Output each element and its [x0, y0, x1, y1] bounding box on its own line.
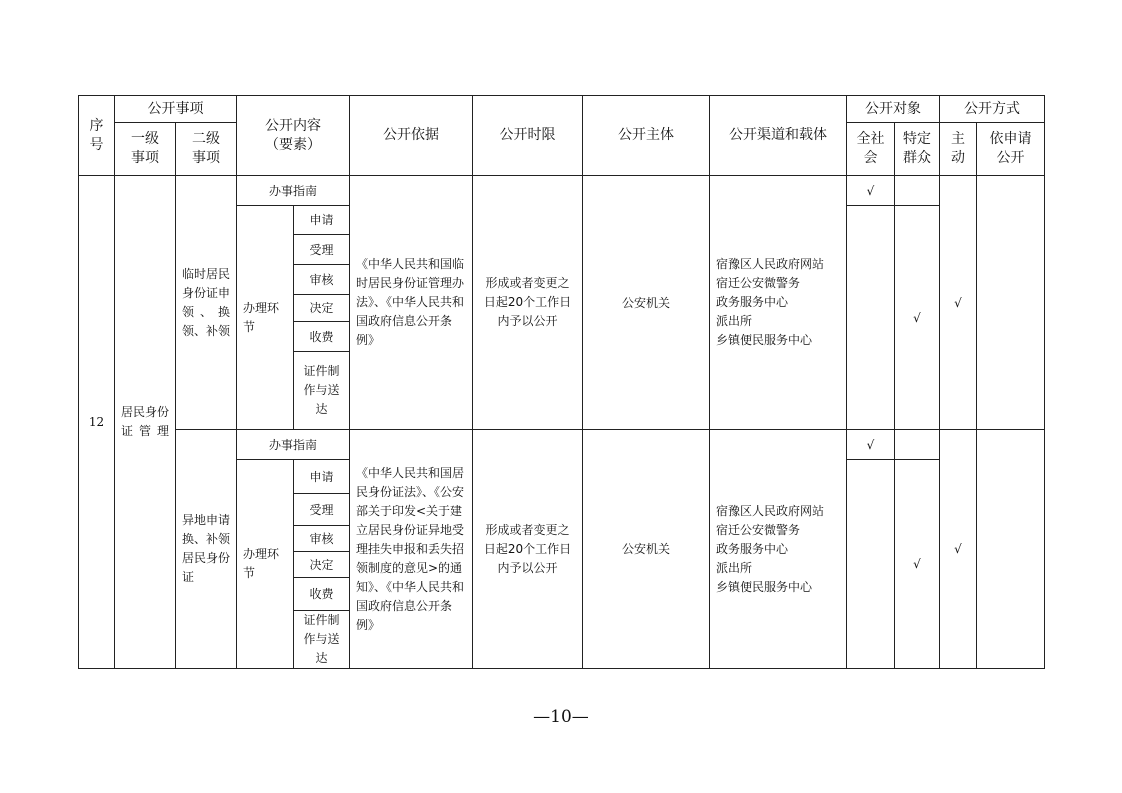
item2-basis: 《中华人民共和国居民身份证法》、《公安部关于印发<关于建立居民身份证异地受理挂失申报和丢失招领制度的意见>的通知》、《中华人民共和国政府信息公开条例》 [350, 430, 473, 669]
item2-stage: 收费 [294, 578, 350, 611]
item1-channel: 政务服务中心 [716, 295, 789, 309]
item1-stage: 收费 [294, 322, 350, 352]
header-method-request: 依申请公开 [977, 123, 1045, 176]
header-method-active: 主动 [940, 123, 977, 176]
item1-stage: 审核 [294, 265, 350, 295]
item1-target-specific-empty [895, 176, 940, 206]
item1-target-specific-check: √ [895, 206, 940, 430]
item1-channel: 派出所 [716, 314, 753, 328]
header-channel: 公开渠道和载体 [710, 96, 847, 176]
item2-guide: 办事指南 [237, 430, 350, 460]
item2-method-request-empty [977, 430, 1045, 669]
item2-stage: 申请 [294, 460, 350, 494]
item1-level2: 临时居民身份证申领、换领、补领 [176, 176, 237, 430]
item1-guide: 办事指南 [237, 176, 350, 206]
item2-stage: 决定 [294, 552, 350, 578]
item1-stage: 证件制作与送达 [294, 352, 350, 430]
item1-target-all-empty [847, 206, 895, 430]
item2-stage: 证件制作与送达 [294, 611, 350, 669]
header-target-all: 全社会 [847, 123, 895, 176]
item2-method-active-check: √ [940, 430, 977, 669]
header-target-specific: 特定群众 [895, 123, 940, 176]
item1-target-all-check: √ [847, 176, 895, 206]
item1-channel: 宿迁公安微警务 [716, 276, 801, 290]
header-time-limit: 公开时限 [473, 96, 583, 176]
item2-level2: 异地申请换、补领居民身份证 [176, 430, 237, 669]
header-target: 公开对象 [847, 96, 940, 123]
row-seq: 12 [79, 176, 115, 669]
item2-stage: 受理 [294, 494, 350, 526]
item1-stage: 受理 [294, 235, 350, 265]
item2-time-limit: 形成或者变更之日起20个工作日内予以公开 [473, 430, 583, 669]
item1-channels [710, 176, 847, 430]
page-number: —10— [533, 707, 589, 727]
item2-target-specific-empty [895, 430, 940, 460]
item1-stage: 决定 [294, 295, 350, 322]
item2-channel: 宿豫区人民政府网站 [716, 503, 825, 518]
item2-channels [710, 430, 847, 669]
header-seq: 序号 [79, 96, 115, 176]
disclosure-table [78, 95, 1045, 669]
item1-channel: 宿豫区人民政府网站 [716, 257, 825, 271]
item2-channel: 乡镇便民服务中心 [716, 579, 813, 594]
item2-channel: 派出所 [716, 560, 753, 575]
item2-channel: 政务服务中心 [716, 541, 789, 556]
item2-stage: 审核 [294, 526, 350, 552]
item2-target-all-empty [847, 460, 895, 669]
item2-channel: 宿迁公安微警务 [716, 522, 801, 537]
item1-time-limit: 形成或者变更之日起20个工作日内予以公开 [473, 176, 583, 430]
item2-target-specific-check: √ [895, 460, 940, 669]
item1-method-request-empty [977, 176, 1045, 430]
header-level2: 二级事项 [176, 123, 237, 176]
item1-subject: 公安机关 [583, 176, 710, 430]
item2-target-all-check: √ [847, 430, 895, 460]
header-matter: 公开事项 [115, 96, 237, 123]
item2-subject: 公安机关 [583, 430, 710, 669]
header-basis: 公开依据 [350, 96, 473, 176]
item1-basis: 《中华人民共和国临时居民身份证管理办法》、《中华人民共和国政府信息公开条例》 [350, 176, 473, 430]
row-level1: 居民身份证管理 [115, 176, 176, 669]
header-subject: 公开主体 [583, 96, 710, 176]
header-level1: 一级事项 [115, 123, 176, 176]
item1-channel: 乡镇便民服务中心 [716, 333, 813, 347]
header-method: 公开方式 [940, 96, 1045, 123]
item1-method-active-check: √ [940, 176, 977, 430]
header-content: 公开内容（要素） [237, 96, 350, 176]
item1-stage-label-text: 办理环节 [243, 300, 280, 334]
item1-stage-label [237, 206, 294, 430]
item1-stage: 申请 [294, 206, 350, 235]
item2-stage-label-text: 办理环节 [243, 547, 280, 580]
item2-stage-label [237, 460, 294, 669]
